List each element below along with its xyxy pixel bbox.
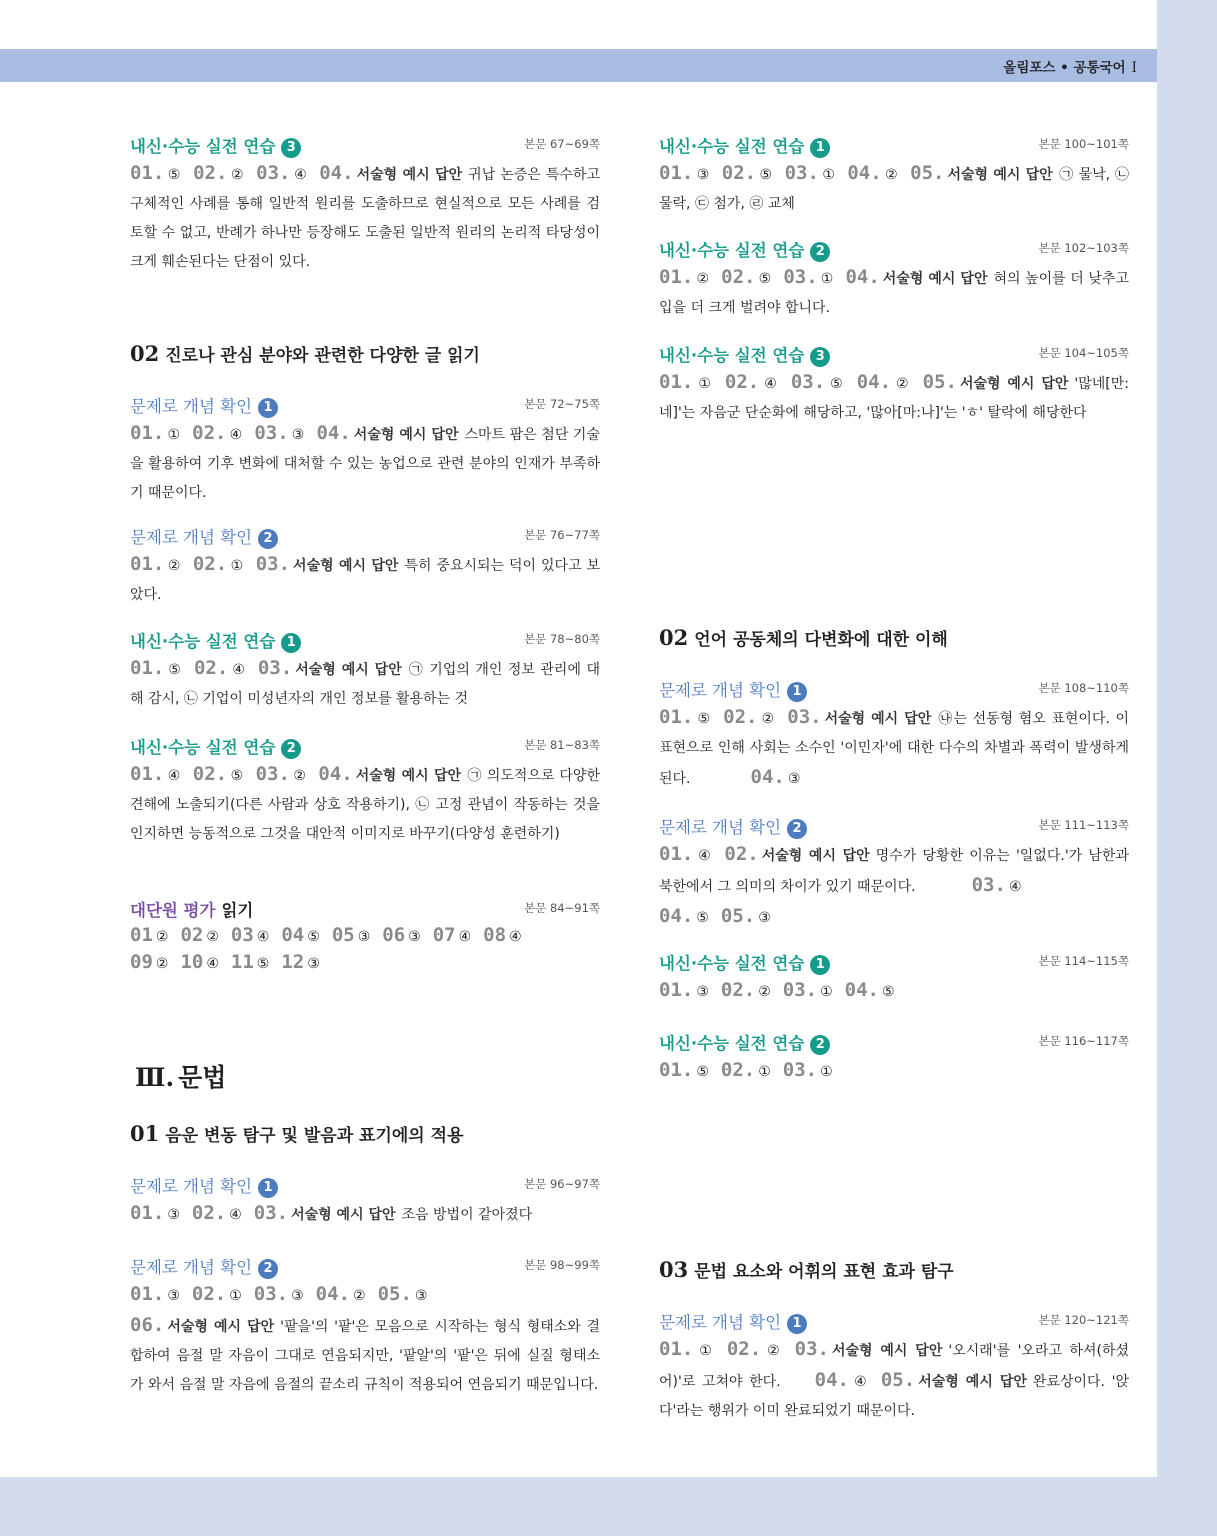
section-title: 문제로 개념 확인 1 [130, 397, 278, 416]
answer-section [659, 1030, 1129, 1087]
answer-text: 01. ③ 02. ⑤ 03. ① 04. ② 05. 서술형 예시 답안 ㉠ 물낙, ㉡ 물락, ㉢ 첨가, ㉣ 교체 [659, 162, 1129, 212]
section-title: 내신·수능 실전 연습 3 [130, 137, 301, 156]
number-badge: 2 [258, 1259, 278, 1279]
page-reference: 본문 114~115쪽 [1038, 954, 1129, 968]
number-badge: 1 [810, 955, 830, 975]
answer-text: 01. ② 02. ⑤ 03. ① 04. 서술형 예시 답안 혀의 높이를 더 낮추고 입을 더 크게 벌려야 합니다. [659, 266, 1129, 316]
section-title: 내신·수능 실전 연습 1 [659, 954, 830, 973]
number-badge: 2 [258, 529, 278, 549]
section-title: 내신·수능 실전 연습 1 [130, 632, 301, 651]
number-badge: 3 [281, 138, 301, 158]
header-title [1003, 56, 1137, 76]
answer-section [130, 524, 600, 610]
page-reference: 본문 72~75쪽 [524, 397, 600, 411]
answer-text: 01. ① 02. ④ 03. ③ 04. 서술형 예시 답안 스마트 팜은 첨단 기술을 활용하여 기후 변화에 대처할 수 있는 농업으로 관련 분야의 인재가 부족하기 때문이다. [130, 422, 600, 501]
answer-section [130, 628, 600, 714]
number-badge: 1 [787, 682, 807, 702]
page-reference: 본문 84~91쪽 [524, 901, 600, 915]
page-reference: 본문 100~101쪽 [1038, 137, 1129, 151]
chapter-heading: 02 언어 공동체의 다변화에 대한 이해 [659, 625, 948, 650]
number-badge: 3 [810, 347, 830, 367]
number-badge: 2 [810, 1035, 830, 1055]
running-header [0, 49, 1157, 82]
page-reference: 본문 96~97쪽 [524, 1177, 600, 1191]
answer-text: 01. ① 02. ④ 03. ⑤ 04. ② 05. 서술형 예시 답안 '많네[만:네]'는 자음군 단순화에 해당하고, '많아[마:나]'는 'ㅎ' 탈락에 해당한다 [659, 371, 1129, 421]
page-reference: 본문 76~77쪽 [524, 528, 600, 542]
section-title: 문제로 개념 확인 1 [659, 681, 807, 700]
answer-text: 01. ② 02. ① 03. 서술형 예시 답안 특히 중요시되는 덕이 있다고 보았다. [130, 553, 600, 603]
answer-section [130, 734, 600, 849]
number-badge: 2 [810, 242, 830, 262]
section-title: 문제로 개념 확인 2 [130, 528, 278, 547]
section-title: 문제로 개념 확인 2 [659, 818, 807, 837]
chapter-heading: 02 진로나 관심 분야와 관련한 다양한 글 읽기 [130, 341, 480, 366]
answer-section [659, 133, 1129, 219]
section-title: 문제로 개념 확인 1 [130, 1177, 278, 1196]
answer-text: 06. 서술형 예시 답안 '팥을'의 '팥'은 모음으로 시작하는 형식 형태소와 결합하여 음절 말 자음이 그대로 연음되지만, '팥알'의 '팥'은 뒤에 실질 형태소가 와서 음절 말 자음에 음절의 끝소리 규칙이 적용되어 연음되기 때문입니다. [130, 1314, 601, 1393]
answer-section [130, 393, 600, 508]
page-reference: 본문 104~105쪽 [1038, 346, 1129, 360]
page-reference: 본문 78~80쪽 [524, 632, 600, 646]
number-badge: 1 [810, 138, 830, 158]
page-reference: 본문 116~117쪽 [1038, 1034, 1129, 1048]
section-title: 대단원 평가 읽기 [130, 901, 254, 920]
number-badge: 2 [787, 819, 807, 839]
answer-section [130, 133, 600, 277]
answer-section [130, 897, 600, 977]
page-reference: 본문 111~113쪽 [1038, 818, 1129, 832]
section-title: 내신·수능 실전 연습 2 [130, 738, 301, 757]
answer-section [130, 1173, 600, 1230]
answer-row: 09 ② 10 ④ 11 ⑤ 12 ③ [130, 951, 320, 973]
volume-number: I [1131, 60, 1137, 76]
number-badge: 1 [787, 1314, 807, 1334]
answer-section [659, 237, 1129, 323]
part-heading: Ⅲ. 문법 [135, 1063, 227, 1092]
answer-text: 01. ① 02. ② 03. 서술형 예시 답안 '오시래'를 '오라고 하셔(하셨어)'로 고쳐야 한다. 04. ④ 05. 서술형 예시 답안 완료상이다. '앉다'라는 행위가 이미 완료되었기 때문이다. [659, 1338, 1129, 1419]
page-reference: 본문 102~103쪽 [1038, 241, 1129, 255]
page-reference: 본문 108~110쪽 [1038, 681, 1129, 695]
answer-section [659, 1309, 1129, 1426]
answer-text: 01. ⑤ 02. ② 03. 서술형 예시 답안 ㉯는 선동형 혐오 표현이다. 이 표현으로 인해 사회는 소수인 '이민자'에 대한 다수의 차별과 폭력이 발생하게 된다. 04. ③ [659, 706, 1129, 788]
page-reference: 본문 120~121쪽 [1038, 1313, 1129, 1327]
number-badge: 1 [258, 1178, 278, 1198]
answer-section [659, 814, 1129, 933]
number-badge: 1 [258, 398, 278, 418]
answer-section [659, 950, 1129, 1007]
section-title: 문제로 개념 확인 2 [130, 1258, 278, 1277]
answer-row: 01. ③ 02. ① 03. ③ 04. ② 05. ③ [130, 1283, 428, 1305]
answer-row: 04. ⑤ 05. ③ [659, 905, 771, 927]
page-reference: 본문 81~83쪽 [524, 738, 600, 752]
answer-text: 01. ⑤ 02. ② 03. ④ 04. 서술형 예시 답안 귀납 논증은 특수하고 구체적인 사례를 통해 일반적 원리를 도출하므로 현실적으로 모든 사례를 검토할 수 없고, 반례가 하나만 등장해도 도출된 일반적 원리의 논리적 타당성이 크게 훼손된다는 단점이 있다. [130, 162, 600, 270]
answer-text: 01. ④ 02. 서술형 예시 답안 명수가 당황한 이유는 '일없다.'가 남한과 북한에서 그 의미의 차이가 있기 때문이다. 03. ④ [659, 843, 1129, 896]
answer-text: 01. ④ 02. ⑤ 03. ② 04. 서술형 예시 답안 ㉠ 의도적으로 다양한 견해에 노출되기(다른 사람과 상호 작용하기), ㉡ 고정 관념이 작동하는 것을 인지하면 능동적으로 그것을 대안적 이미지로 바꾸기(다양성 훈련하기) [130, 763, 600, 842]
answer-row: 01. ③ 02. ② 03. ① 04. ⑤ [659, 979, 895, 1001]
section-title: 문제로 개념 확인 1 [659, 1313, 807, 1332]
section-title: 내신·수능 실전 연습 2 [659, 1034, 830, 1053]
answer-row: 01. ⑤ 02. ① 03. ① [659, 1059, 833, 1081]
chapter-heading: 03 문법 요소와 어휘의 표현 효과 탐구 [659, 1257, 954, 1282]
section-title: 내신·수능 실전 연습 2 [659, 241, 830, 260]
section-title: 내신·수능 실전 연습 3 [659, 346, 830, 365]
section-subtitle: 읽기 [221, 901, 254, 920]
book-title: 올림포스 • 공통국어 [1003, 60, 1126, 76]
answer-text: 01. ⑤ 02. ④ 03. 서술형 예시 답안 ㉠ 기업의 개인 정보 관리에 대해 감시, ㉡ 기업이 미성년자의 개인 정보를 활용하는 것 [130, 657, 600, 707]
section-title: 내신·수능 실전 연습 1 [659, 137, 830, 156]
answer-section [659, 342, 1129, 428]
answer-row: 01 ② 02 ② 03 ④ 04 ⑤ 05 ③ 06 ③ 07 ④ 08 ④ [130, 924, 522, 946]
page-reference: 본문 67~69쪽 [524, 137, 600, 151]
page-reference: 본문 98~99쪽 [524, 1258, 600, 1272]
number-badge: 1 [281, 633, 301, 653]
answer-text: 01. ③ 02. ④ 03. 서술형 예시 답안 조음 방법이 같아졌다 [130, 1202, 533, 1224]
answer-section [130, 1254, 600, 1400]
answer-section [659, 677, 1129, 794]
chapter-heading: 01 음운 변동 탐구 및 발음과 표기에의 적용 [130, 1121, 464, 1146]
number-badge: 2 [281, 739, 301, 759]
